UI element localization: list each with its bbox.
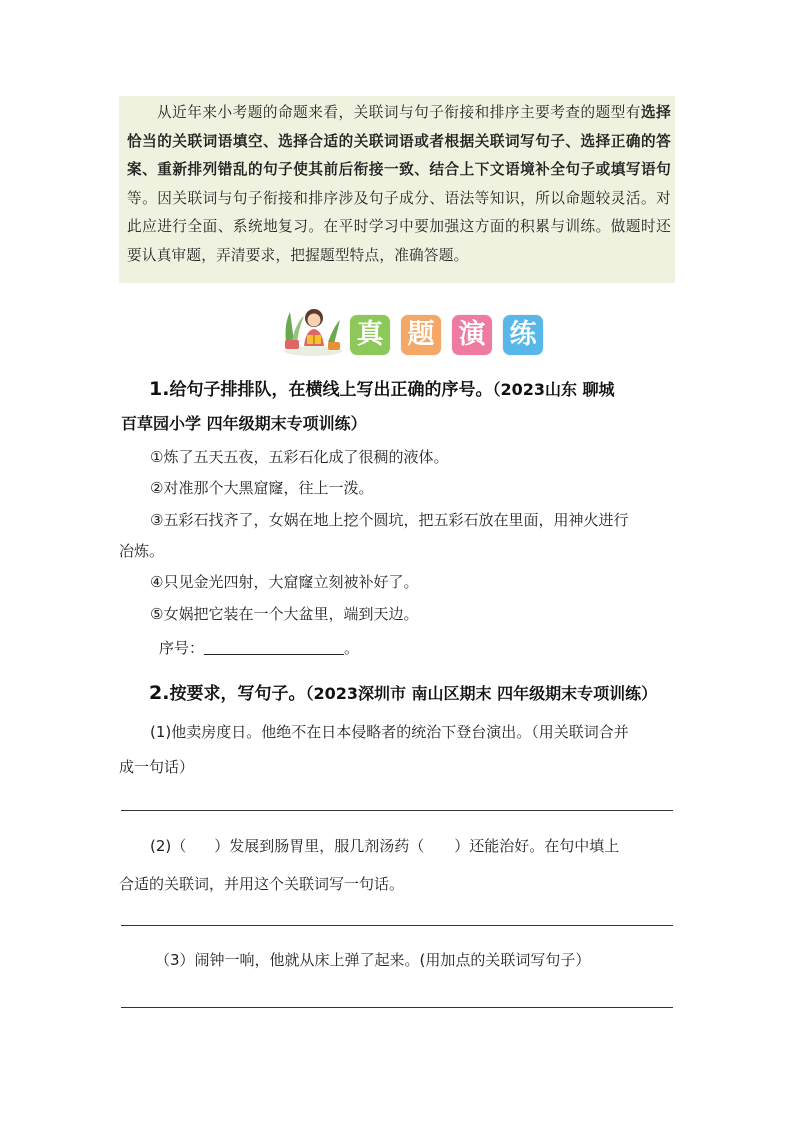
q1-answer-blank[interactable]: [204, 638, 344, 655]
reading-girl-illustration: [282, 302, 344, 356]
q1-item-1: ①炼了五天五夜，五彩石化成了很稠的液体。: [150, 448, 449, 466]
q2-s1-line1: (1)他卖房度日。他绝不在日本侵略者的统治下登台演出。（用关联词合并: [150, 723, 629, 741]
q2-s2-part-b: ）发展到肠胃里，服几剂汤药（: [214, 837, 425, 855]
q1-item-5: ⑤女娲把它装在一个大盆里，端到天边。: [150, 605, 419, 623]
q2-s3: （3）闹钟一响，他就从床上弹了起来。(用加点的关联词写句子）: [155, 951, 591, 969]
q1-source-a: （2023山东 聊城: [492, 380, 615, 399]
q2-source: （2023深圳市 南山区期末 四年级期末专项训练）: [305, 684, 658, 703]
q1-answer-row: [159, 637, 359, 658]
banner-tile-4-text: 练: [509, 319, 537, 350]
q1-item-3: ③五彩石找齐了，女娲在地上挖个圆坑，把五彩石放在里面，用神火进行: [150, 511, 629, 529]
section-banner: [282, 302, 544, 356]
q2-s2-line1: [150, 835, 619, 856]
q2-s2-part-c: ）还能治好。在句中填上: [454, 837, 620, 855]
q1-source-line2: [121, 411, 367, 434]
q1-item-3-cont: 冶炼。: [119, 542, 165, 560]
q1-answer-label: 序号：: [159, 639, 205, 657]
q1-item-4: ④只见金光四射，大窟窿立刻被补好了。: [150, 573, 419, 591]
q1-answer-end: 。: [344, 639, 360, 657]
banner-tile-2-text: 题: [407, 319, 435, 350]
q1-item-2: ②对准那个大黑窟窿，往上一泼。: [150, 479, 374, 497]
banner-tile-2: [401, 315, 441, 355]
q2-s2-answer-line[interactable]: [121, 925, 673, 926]
intro-text-end: 等。因关联词与句子衔接和排序涉及句子成分、语法等知识，所以命题较灵活。对此应进行全面、系统地复习。在平时学习中要加强这方面的积累与训练。做题时还要认真审题，弄清要求，把握题型特点，准确答题。: [127, 189, 671, 264]
banner-tile-3: [452, 315, 492, 355]
q1-number: 1.: [149, 378, 170, 400]
q2-number: 2.: [149, 682, 170, 704]
intro-text-start: 从近年来小考题的命题来看，关联词与句子衔接和排序主要考查的题型有: [157, 104, 642, 121]
q2-s1-line2: 成一句话）: [119, 758, 195, 776]
q2-prompt: 按要求，写句子。: [169, 684, 306, 704]
q2-s3-answer-line[interactable]: [121, 1007, 673, 1008]
q2-s2-part-a: (2)（: [150, 837, 187, 855]
q2-heading: [149, 679, 657, 704]
banner-tile-4: [503, 315, 543, 355]
q2-s1-answer-line[interactable]: [121, 810, 673, 811]
intro-bold-question-types: 选择恰当的关联词语填空、选择合适的关联词语或者根据关联词写句子、选择正确的答案、重新排列错乱的句子使其前后衔接一致、结合上下文语境补全句子或填写语句: [127, 104, 671, 179]
q1-heading: [149, 375, 615, 400]
banner-tile-1: [350, 315, 390, 355]
banner-tile-1-text: 真: [356, 319, 384, 350]
q2-s2-line2: 合适的关联词，并用这个关联词写一句话。: [119, 875, 405, 893]
banner-tile-3-text: 演: [458, 319, 486, 350]
q1-source-b: 百草园小学 四年级期末专项训练）: [121, 414, 367, 433]
intro-box: [119, 96, 675, 283]
q1-prompt: 给句子排排队，在横线上写出正确的序号。: [169, 380, 493, 400]
intro-paragraph: [127, 99, 671, 271]
